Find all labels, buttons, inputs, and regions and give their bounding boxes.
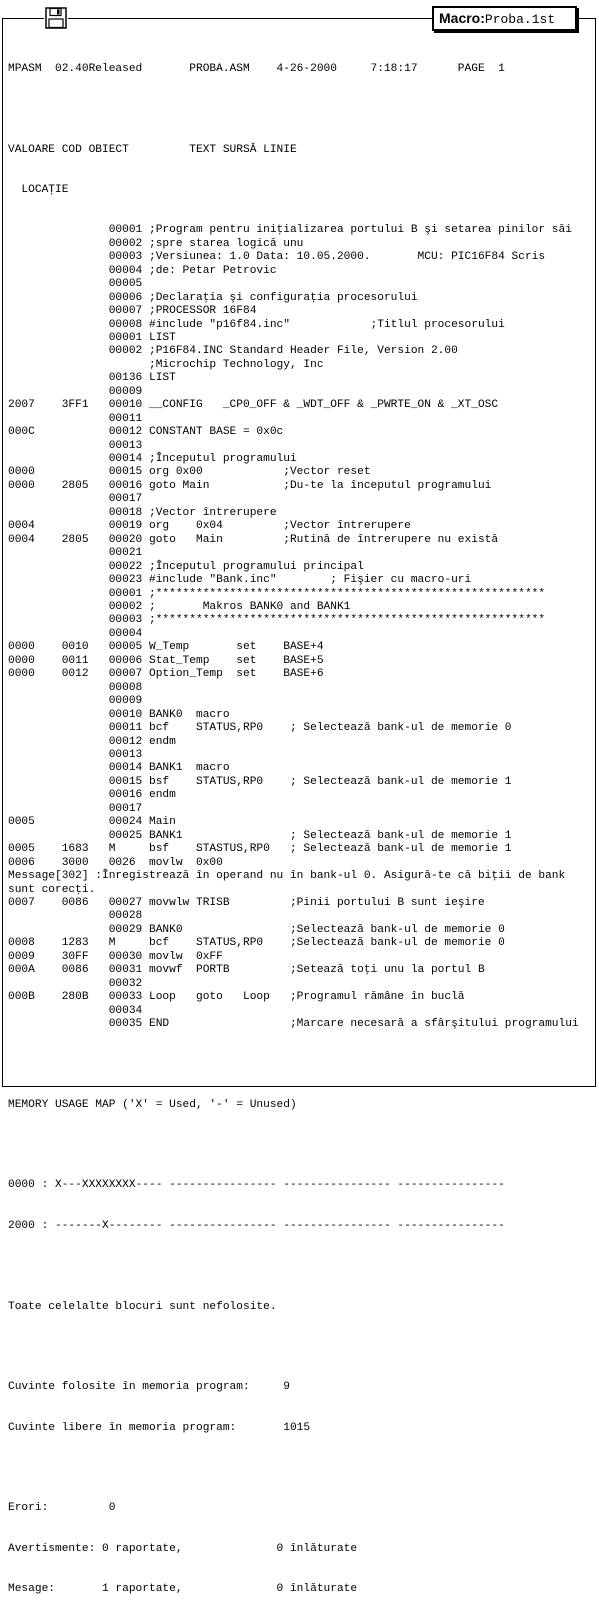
window-title <box>432 6 577 31</box>
listing-line: 000B 280B 00033 Loop goto Loop ;Programul rămâne în buclă <box>8 991 465 1004</box>
listing-line: 00017 <box>8 802 143 815</box>
listing-line: 00004 ;de: Petar Petrovic <box>8 264 277 277</box>
listing-line: 0005 1683 M bsf STASTUS,RP0 ; Selectează bank-ul de memorie 1 <box>8 843 512 856</box>
listing-line: 00017 <box>8 493 143 506</box>
floppy-disk-icon[interactable] <box>44 6 68 30</box>
errors-count: Erori: 0 <box>8 1502 116 1515</box>
listing-line: Message[302] :Înregistrează în operand nu în bank-ul 0. Asigură-te că biţii de bank <box>8 870 566 883</box>
listing-line: 00013 <box>8 439 143 452</box>
listing-line: 0008 1283 M bcf STATUS,RP0 ;Selectează bank-ul de memorie 0 <box>8 937 505 950</box>
listing-line: 00034 <box>8 1004 143 1017</box>
listing-line: 0000 0012 00007 Option_Temp set BASE+6 <box>8 668 324 681</box>
listing-line: 00136 LIST <box>8 372 176 385</box>
listing-line: 00003 ;Versiunea: 1.0 Data: 10.05.2000. MCU: PIC16F84 Scris <box>8 251 546 264</box>
listing-line: 00004 <box>8 627 143 640</box>
listing-line: 00018 ;Vector întrerupere <box>8 506 277 519</box>
listing-line: 0006 3000 0026 movlw 0x00 <box>8 856 223 869</box>
listing-line: 00006 ;Declaraţia şi configuraţia procesorului <box>8 291 418 304</box>
listing-line: sunt corecţi. <box>8 883 96 896</box>
listing-line: 0000 0010 00005 W_Temp set BASE+4 <box>8 641 324 654</box>
column-header: LOCAŢIE <box>8 183 69 196</box>
listing-line: 0009 30FF 00030 movlw 0xFF <box>8 950 223 963</box>
memory-map-row: 0000 : X---XXXXXXXX---- ---------------- ---------------- ---------------- <box>8 1179 505 1192</box>
listing-line: 00009 <box>8 695 143 708</box>
listing-line: 00022 ;Începutul programului principal <box>8 560 364 573</box>
listing-line: 000C 00012 CONSTANT BASE = 0x0c <box>8 426 284 439</box>
listing-line: 00035 END ;Marcare necesară a sfârşitului programului <box>8 1018 579 1031</box>
listing-line: 00010 BANK0 macro <box>8 708 230 721</box>
memory-note: Toate celelalte blocuri sunt nefolosite. <box>8 1300 277 1313</box>
listing-line: 00008 #include "p16f84.inc" ;Titlul procesorului <box>8 318 505 331</box>
title-label: Macro: <box>439 10 485 26</box>
listing-line: 00007 ;PROCESSOR 16F84 <box>8 305 257 318</box>
listing-line: 00021 <box>8 547 143 560</box>
listing-line: 00016 endm <box>8 789 176 802</box>
listing-line: 00001 LIST <box>8 331 176 344</box>
listing-line: 00028 <box>8 910 143 923</box>
memory-used: Cuvinte folosite în memoria program: 9 <box>8 1381 290 1394</box>
assembler-listing <box>8 36 596 1610</box>
listing-line: 00003 ;********************************************************** <box>8 614 546 627</box>
listing-line: 00002 ; Makros BANK0 and BANK1 <box>8 601 351 614</box>
listing-line: 00032 <box>8 977 143 990</box>
memory-free: Cuvinte libere în memoria program: 1015 <box>8 1421 311 1434</box>
messages-count: Mesage: 1 raportate, 0 înlăturate <box>8 1583 358 1596</box>
listing-line: 00025 BANK1 ; Selectează bank-ul de memorie 1 <box>8 829 512 842</box>
listing-line: 00012 endm <box>8 735 176 748</box>
listing-line: 00002 ;P16F84.INC Standard Header File, Version 2.00 <box>8 345 458 358</box>
listing-line: ;Microchip Technology, Inc <box>8 358 324 371</box>
listing-line: 0004 2805 00020 goto Main ;Rutină de întrerupere nu există <box>8 533 499 546</box>
listing-line: 0000 2805 00016 goto Main ;Du-te la începutul programului <box>8 479 492 492</box>
listing-line: 00011 bcf STATUS,RP0 ; Selectează bank-ul de memorie 0 <box>8 722 512 735</box>
listing-line: 00005 <box>8 278 143 291</box>
listing-line: 00002 ;spre starea logică unu <box>8 237 304 250</box>
memory-map-title: MEMORY USAGE MAP ('X' = Used, '-' = Unused) <box>8 1098 297 1111</box>
listing-line: 0004 00019 org 0x04 ;Vector întrerupere <box>8 520 411 533</box>
listing-line: 00014 BANK1 macro <box>8 762 230 775</box>
listing-line: 2007 3FF1 00010 __CONFIG _CP0_OFF & _WDT_OFF & _PWRTE_ON & _XT_OSC <box>8 399 499 412</box>
header-line: MPASM 02.40Released PROBA.ASM 4-26-2000 7:18:17 PAGE 1 <box>8 62 505 75</box>
listing-line: 00011 <box>8 412 143 425</box>
listing-line: 00001 ;Program pentru iniţializarea portului B şi setarea pinilor săi <box>8 224 572 237</box>
listing-line: 0005 00024 Main <box>8 816 176 829</box>
listing-line: 00029 BANK0 ;Selectează bank-ul de memorie 0 <box>8 923 505 936</box>
listing-line: 0007 0086 00027 movwlw TRISB ;Pinii portului B sunt ieşire <box>8 896 485 909</box>
title-filename: Proba.1st <box>484 12 556 27</box>
listing-line: 0000 0011 00006 Stat_Temp set BASE+5 <box>8 654 324 667</box>
listing-line: 00014 ;Începutul programului <box>8 453 297 466</box>
listing-line: 000A 0086 00031 movwf PORTB ;Setează toţi unu la portul B <box>8 964 485 977</box>
listing-line: 00008 <box>8 681 143 694</box>
listing-line: 00013 <box>8 749 143 761</box>
listing-line: 00001 ;********************************************************** <box>8 587 546 600</box>
listing-line: 00023 #include "Bank.inc" ; Fişier cu macro-uri <box>8 574 472 587</box>
listing-line: 0000 00015 org 0x00 ;Vector reset <box>8 466 371 479</box>
warnings-count: Avertismente: 0 raportate, 0 înlăturate <box>8 1542 358 1555</box>
memory-map-row: 2000 : -------X-------- ---------------- ---------------- ---------------- <box>8 1219 505 1232</box>
listing-line: 00015 bsf STATUS,RP0 ; Selectează bank-ul de memorie 1 <box>8 775 512 788</box>
listing-line: 00009 <box>8 385 143 398</box>
listing-body <box>8 224 596 1031</box>
column-header: VALOARE COD OBIECT TEXT SURSĂ LINIE <box>8 143 297 156</box>
